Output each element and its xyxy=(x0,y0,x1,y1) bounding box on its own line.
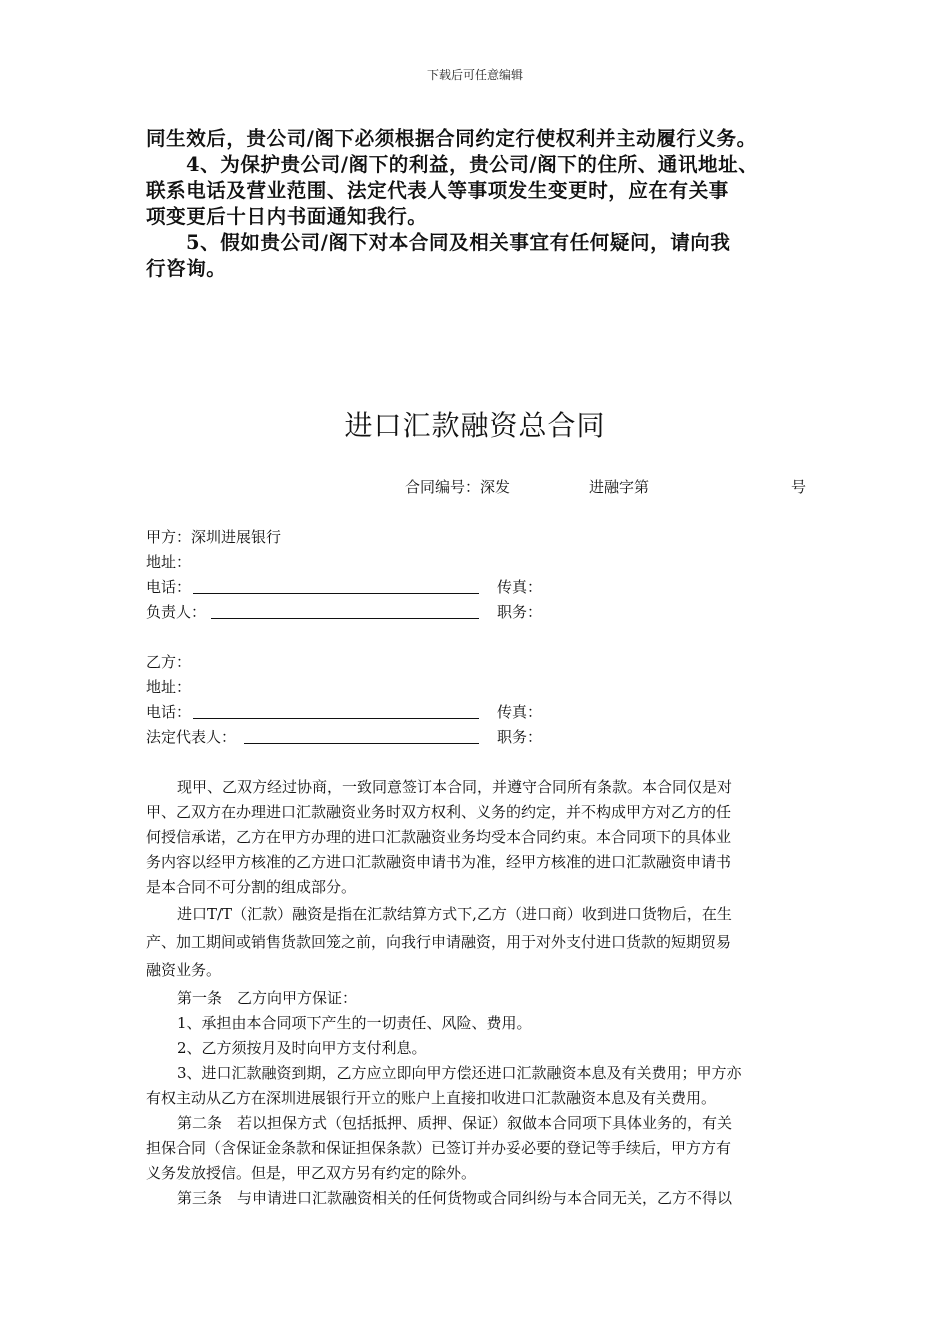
contract-number-end: 号 xyxy=(791,478,807,496)
party-b-legal-rep-label: 法定代表人： xyxy=(146,728,237,746)
party-a-phone-label: 电话： xyxy=(146,578,192,596)
party-b-address: 地址： xyxy=(146,678,192,696)
party-b-name: 乙方： xyxy=(146,653,192,671)
body-line: 进口T/T（汇款）融资是指在汇款结算方式下,乙方（进口商）收到进口货物后，在生 xyxy=(177,905,732,923)
party-b-phone-label: 电话： xyxy=(146,703,192,721)
intro-line: 同生效后，贵公司/阁下必须根据合同约定行使权利并主动履行义务。 xyxy=(146,127,757,150)
contract-number-mid: 进融字第 xyxy=(589,478,650,496)
body-line: 担保合同（含保证金条款和保证担保条款）已签订并办妥必要的登记等手续后，甲方方有 xyxy=(146,1139,732,1157)
party-a-principal-label: 负责人： xyxy=(146,603,207,621)
party-a-fax-label: 传真： xyxy=(497,578,543,596)
body-line: 甲、乙双方在办理进口汇款融资业务时双方权利、义务的约定，并不构成甲方对乙方的任 xyxy=(146,803,732,821)
contract-title: 进口汇款融资总合同 xyxy=(344,409,606,442)
party-a-name: 甲方：深圳进展银行 xyxy=(146,528,282,546)
body-line: 3、进口汇款融资到期，乙方应立即向甲方偿还进口汇款融资本息及有关费用；甲方亦 xyxy=(177,1064,742,1082)
body-line: 产、加工期间或销售货款回笼之前，向我行申请融资，用于对外支付进口货款的短期贸易 xyxy=(146,933,732,951)
intro-line: 5、假如贵公司/阁下对本合同及相关事宜有任何疑问，请向我 xyxy=(186,231,731,254)
intro-line: 项变更后十日内书面通知我行。 xyxy=(146,205,428,228)
party-b-legal-rep-line xyxy=(244,743,479,744)
article-3-heading: 第三条 与申请进口汇款融资相关的任何货物或合同纠纷与本合同无关，乙方不得以 xyxy=(177,1189,733,1207)
party-a-position-label: 职务： xyxy=(497,603,543,621)
body-line: 有权主动从乙方在深圳进展银行开立的账户上直接扣收进口汇款融资本息及有关费用。 xyxy=(146,1089,717,1107)
intro-line: 4、为保护贵公司/阁下的利益，贵公司/阁下的住所、通讯地址、 xyxy=(186,153,759,176)
body-line: 是本合同不可分割的组成部分。 xyxy=(146,878,357,896)
party-b-phone-line xyxy=(193,718,479,719)
body-line: 1、承担由本合同项下产生的一切责任、风险、费用。 xyxy=(177,1014,532,1032)
body-line: 义务发放授信。但是，甲乙双方另有约定的除外。 xyxy=(146,1164,477,1182)
party-a-address: 地址： xyxy=(146,553,192,571)
article-2-heading: 第二条 若以担保方式（包括抵押、质押、保证）叙做本合同项下具体业务的，有关 xyxy=(177,1114,733,1132)
intro-line: 行咨询。 xyxy=(146,257,227,280)
party-b-fax-label: 传真： xyxy=(497,703,543,721)
body-line: 融资业务。 xyxy=(146,961,222,979)
header-note: 下载后可任意编辑 xyxy=(426,68,523,82)
body-line: 2、乙方须按月及时向甲方支付利息。 xyxy=(177,1039,427,1057)
body-line: 务内容以经甲方核准的乙方进口汇款融资申请书为准，经甲方核准的进口汇款融资申请书 xyxy=(146,853,732,871)
body-line: 何授信承诺，乙方在甲方办理的进口汇款融资业务均受本合同约束。本合同项下的具体业 xyxy=(146,828,732,846)
body-line: 现甲、乙双方经过协商，一致同意签订本合同，并遵守合同所有条款。本合同仅是对 xyxy=(177,778,733,796)
party-b-position-label: 职务： xyxy=(497,728,543,746)
party-a-phone-line xyxy=(193,593,479,594)
contract-number-label: 合同编号：深发 xyxy=(405,478,511,496)
intro-line: 联系电话及营业范围、法定代表人等事项发生变更时，应在有关事 xyxy=(146,179,729,202)
party-a-principal-line xyxy=(211,618,479,619)
article-1-heading: 第一条 乙方向甲方保证： xyxy=(177,989,358,1007)
